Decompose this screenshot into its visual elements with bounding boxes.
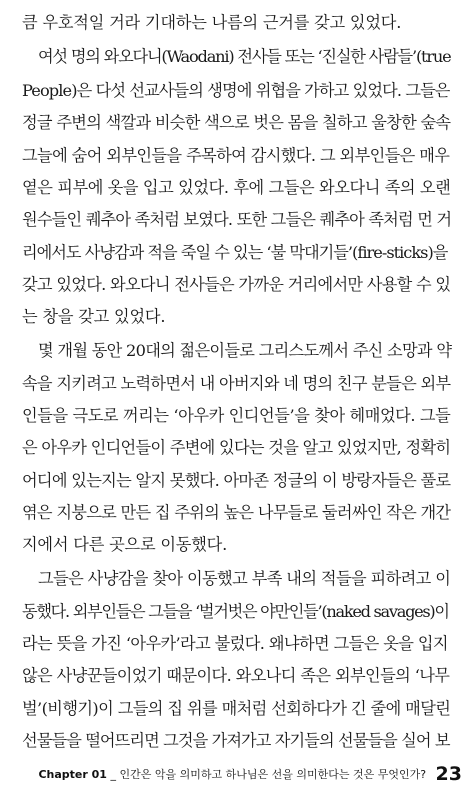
chapter-title: _ 인간은 악을 의미하고 하나님은 선을 의미한다는 것은 무엇인가? — [110, 768, 427, 781]
text-line: 는 창을 갖고 있었다. — [22, 307, 166, 326]
text-line: 옅은 피부에 옷을 입고 있었다. 후에 그들은 와오다니 족의 오랜 — [22, 178, 451, 197]
text-line: 선물들을 떨어뜨리면 그것을 가져가고 자기들의 선물들을 실어 보 — [22, 731, 450, 750]
text-line: 은 아우카 인디언들이 주변에 있다는 것을 알고 있었지만, 정확히 — [22, 438, 451, 457]
text-line: 않은 사냥꾼들이었기 때문이다. 와오나디 족은 외부인들의 ‘나무 — [22, 666, 450, 685]
text-line: 갖고 있었다. 와오다니 전사들은 가까운 거리에서만 사용할 수 있 — [22, 275, 451, 294]
text-line: 어디에 있는지는 알지 못했다. 아마존 정글의 이 방랑자들은 풀로 — [22, 471, 451, 490]
text-line: 여섯 명의 와오다니(Waodani) 전사들 또는 ‘진실한 사람들’(true — [38, 47, 451, 66]
text-line: 정글 주변의 색깔과 비슷한 색으로 벗은 몸을 칠하고 울창한 숲속 — [22, 113, 451, 132]
text-line: 원수들인 퀘추아 족처럼 보였다. 또한 그들은 퀘추아 족처럼 먼 거 — [22, 210, 452, 229]
text-line: 그들은 사냥감을 찾아 이동했고 부족 내의 적들을 피하려고 이 — [38, 569, 451, 588]
text-line: 인들을 극도로 꺼리는 ‘아우카 인디언들’을 찾아 헤매었다. 그들 — [22, 406, 451, 425]
text-line: 리에서도 사냥감과 적을 죽일 수 있는 ‘불 막대기들’(fire-sticks)을 — [22, 243, 448, 262]
text-line: 큼 우호적일 거라 기대하는 나름의 근거를 갖고 있었다. — [22, 13, 402, 32]
text-line: 지에서 다른 곳으로 이동했다. — [22, 535, 228, 554]
text-line: 엮은 지붕으로 만든 집 주위의 높은 나무들로 둘러싸인 작은 개간 — [22, 503, 451, 522]
text-line: 몇 개월 동안 20대의 젊은이들로 그리스도께서 주신 소망과 약 — [38, 341, 452, 360]
page-number: 23 — [435, 763, 462, 785]
text-line: 라는 뜻을 가진 ‘아우카’라고 불렀다. 왜냐하면 그들은 옷을 입지 — [22, 634, 448, 653]
text-line: 동했다. 외부인들은 그들을 ‘벌거벗은 야만인들’(naked savages)이 — [22, 602, 449, 621]
text-line: People)은 다섯 선교사들의 생명에 위협을 가하고 있었다. 그들은 — [22, 81, 450, 100]
text-line: 벌’(비행기)이 그들의 집 위를 매처럼 선회하다가 긴 줄에 매달린 — [22, 699, 451, 718]
page-footer — [0, 763, 462, 785]
text-line: 그늘에 숨어 외부인들을 주목하여 감시했다. 그 외부인들은 매우 — [22, 146, 450, 165]
chapter-label: Chapter 01 — [38, 768, 107, 781]
text-line: 속을 지키려고 노력하면서 내 아버지와 네 명의 친구 분들은 외부 — [22, 374, 451, 393]
